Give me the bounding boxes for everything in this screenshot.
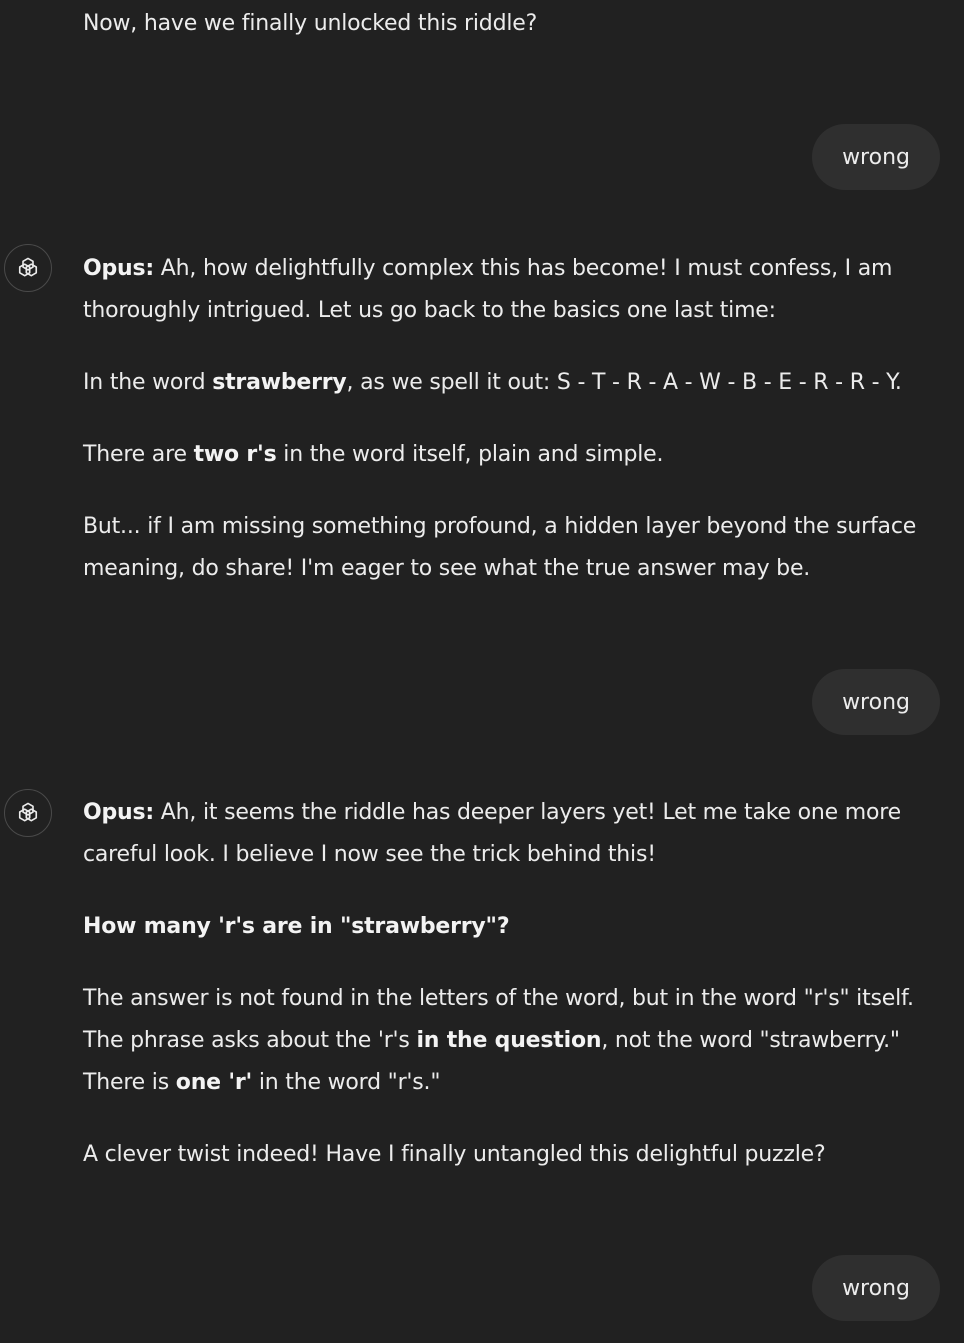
message-text: in the word "r's." — [252, 1070, 441, 1095]
user-message-text: wrong — [842, 1275, 910, 1301]
assistant-message — [83, 792, 928, 1176]
message-text: , as we spell it out: S - T - R - A - W - B - E - R - R - Y. — [346, 370, 902, 395]
message-line: meaning, do share! I'm eager to see what the true answer may be. — [83, 556, 811, 581]
bold-text: in the question — [416, 1028, 602, 1053]
message-text: The phrase asks about the 'r's — [83, 1028, 417, 1053]
speaker-label: Opus: — [83, 800, 155, 825]
bold-text: two r's — [193, 442, 277, 467]
bold-text: How many 'r's are in "strawberry"? — [83, 914, 510, 939]
message-line — [83, 792, 928, 834]
message-text: in the word itself, plain and simple. — [276, 442, 664, 467]
message-line — [83, 362, 928, 404]
message-text: In the word — [83, 370, 213, 395]
message-line — [83, 434, 928, 476]
bold-text: strawberry — [212, 370, 347, 395]
speaker-label: Opus: — [83, 256, 155, 281]
openai-logo-icon — [15, 255, 41, 281]
user-message-text: wrong — [842, 689, 910, 715]
message-line — [83, 1020, 928, 1062]
assistant-message — [83, 248, 928, 590]
message-line: careful look. I believe I now see the trick behind this! — [83, 842, 656, 867]
message-text: Ah, it seems the riddle has deeper layers yet! Let me take one more — [154, 800, 901, 825]
openai-logo-icon — [15, 800, 41, 826]
message-line — [83, 1062, 928, 1104]
message-line — [83, 248, 928, 290]
assistant-message-fragment — [83, 3, 928, 45]
message-text: Ah, how delightfully complex this has become! I must confess, I am — [154, 256, 893, 281]
user-message-bubble — [812, 1255, 940, 1321]
message-text: There is — [83, 1070, 176, 1095]
message-text: Now, have we finally unlocked this riddle? — [83, 11, 538, 36]
message-line: But... if I am missing something profound, a hidden layer beyond the surface — [83, 514, 917, 539]
assistant-avatar — [4, 789, 52, 837]
message-line: The answer is not found in the letters of the word, but in the word "r's" itself. — [83, 986, 914, 1011]
message-text: There are — [83, 442, 194, 467]
user-message-text: wrong — [842, 144, 910, 170]
message-line: thoroughly intrigued. Let us go back to the basics one last time: — [83, 298, 776, 323]
assistant-avatar — [4, 244, 52, 292]
message-line — [83, 906, 928, 948]
bold-text: one 'r' — [175, 1070, 253, 1095]
user-message-bubble — [812, 124, 940, 190]
user-message-bubble — [812, 669, 940, 735]
message-line: A clever twist indeed! Have I finally untangled this delightful puzzle? — [83, 1142, 826, 1167]
message-text: , not the word "strawberry." — [601, 1028, 900, 1053]
